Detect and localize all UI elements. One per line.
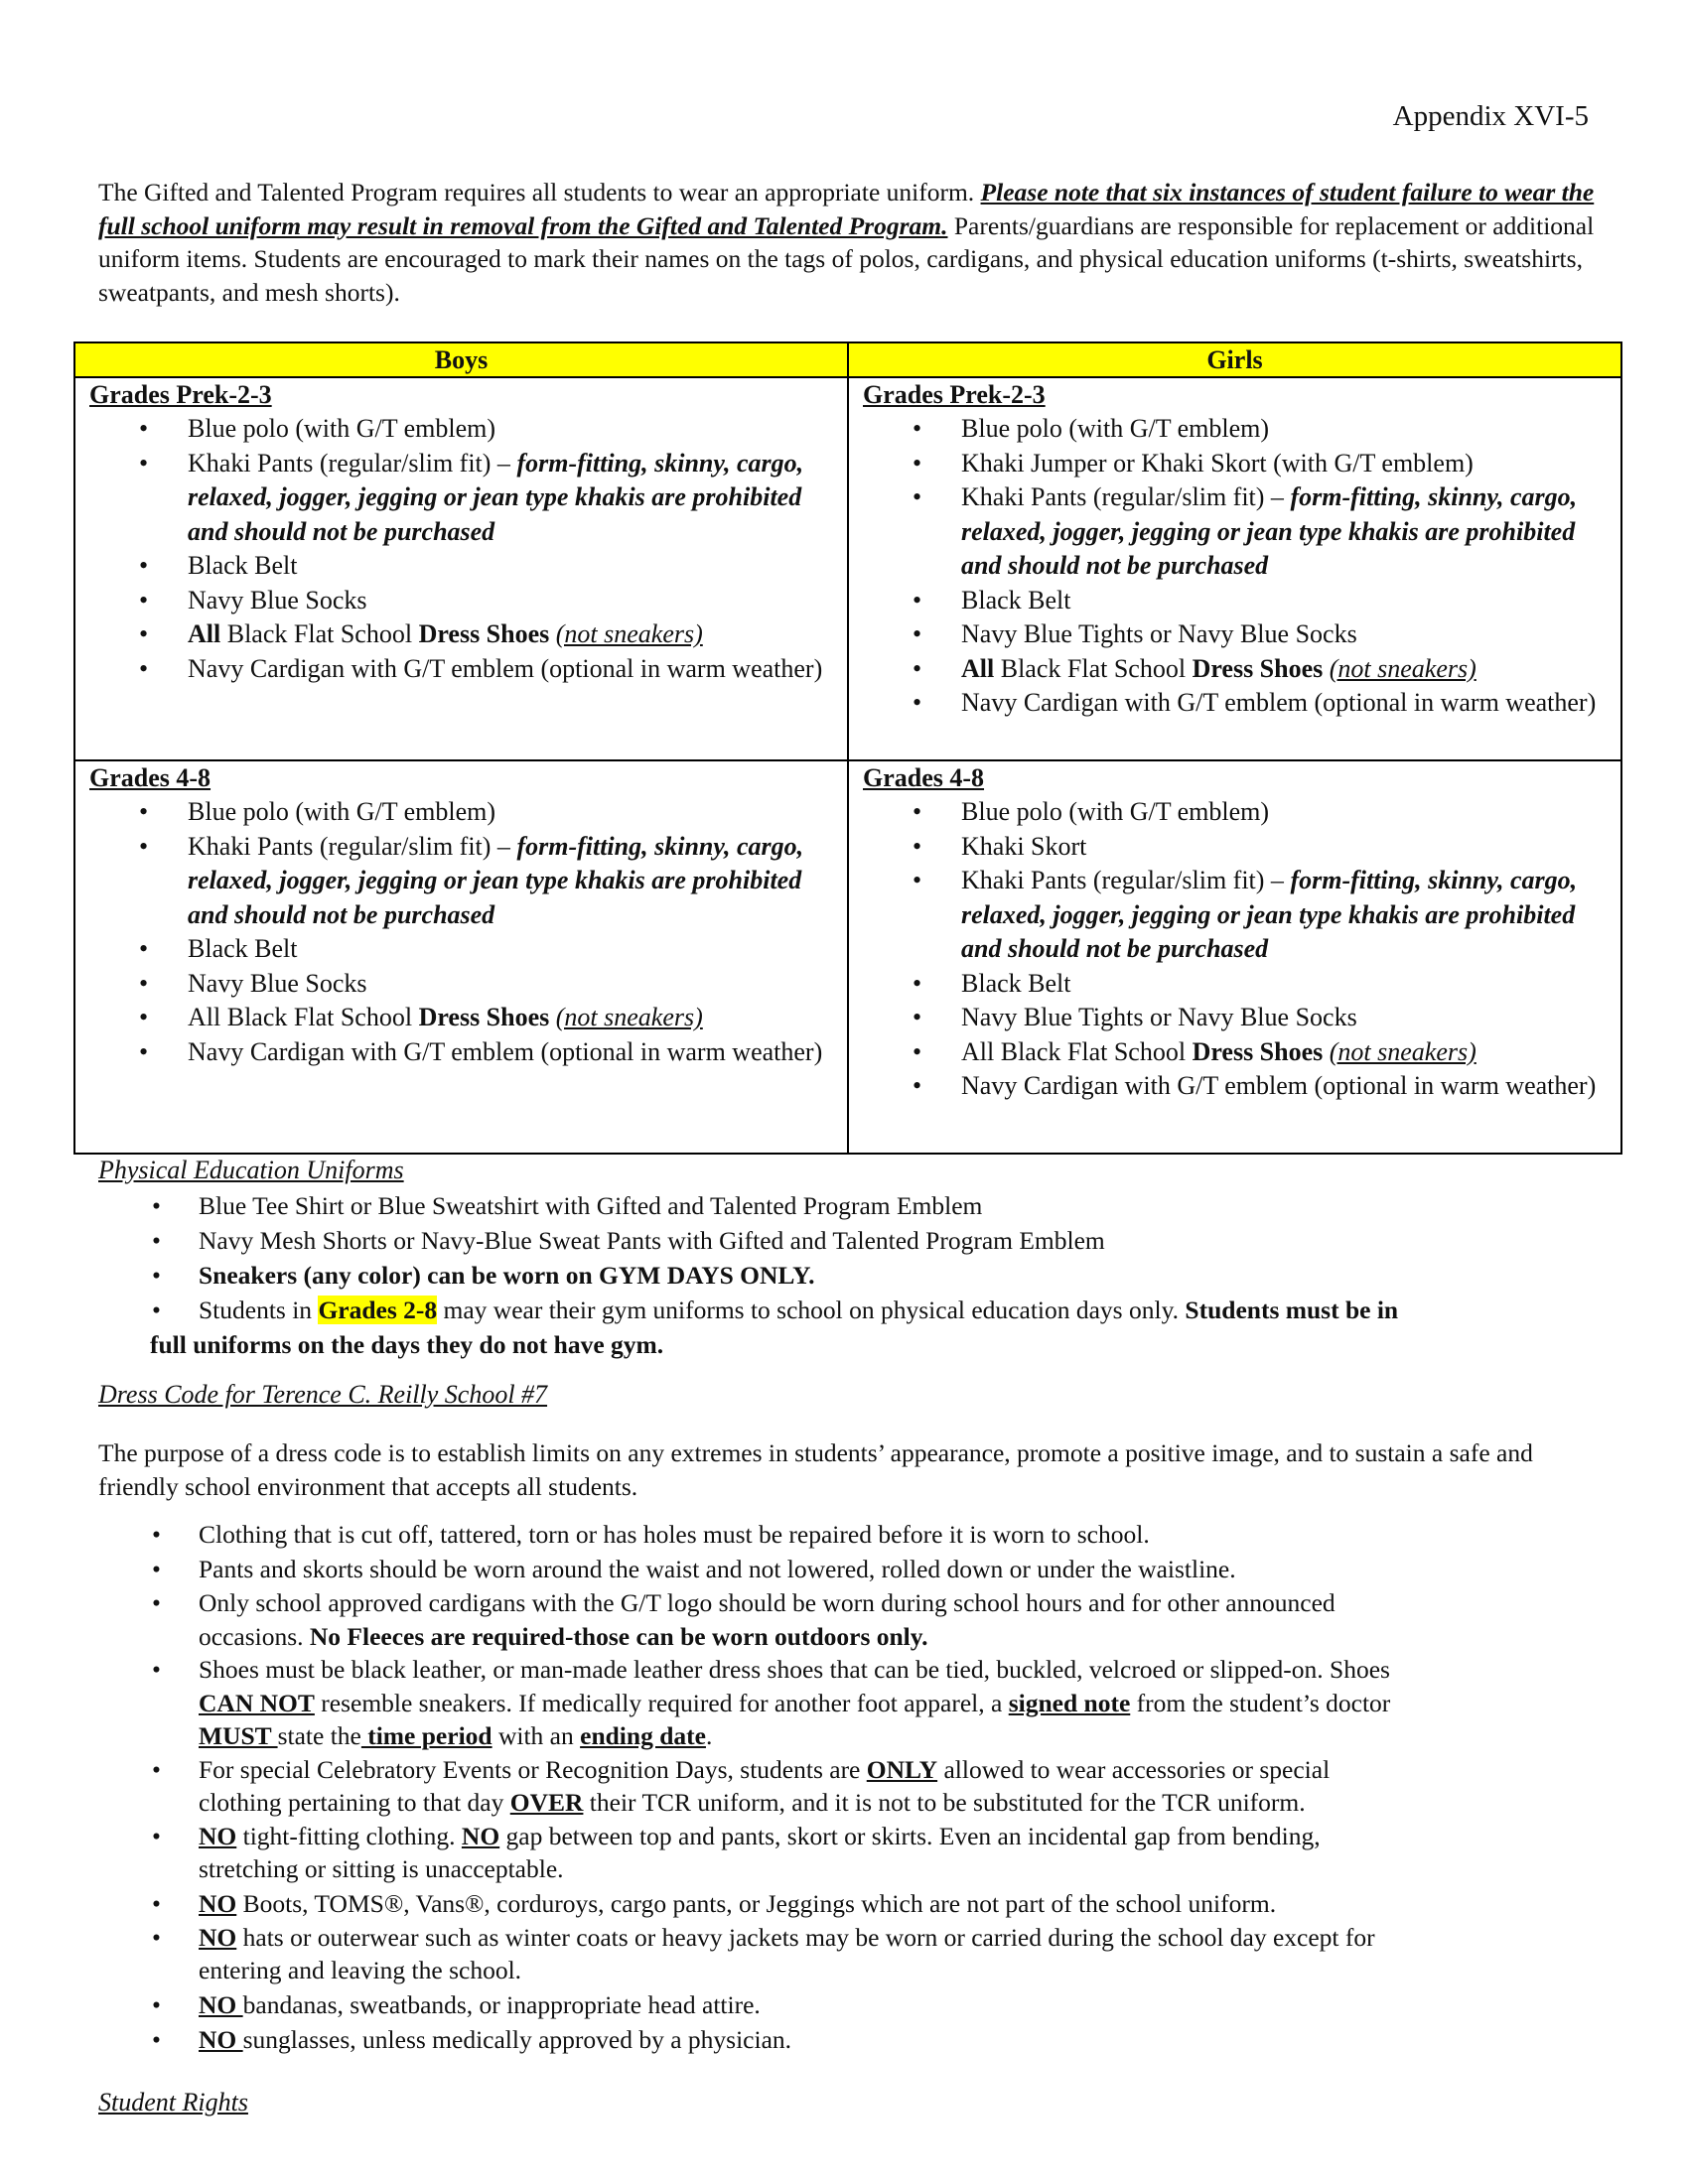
bullet-icon: •: [139, 934, 149, 963]
list-item: [89, 932, 835, 967]
boys-4-8-cell: [74, 760, 848, 1154]
item-text: Black Belt: [188, 551, 298, 580]
item-emphasis: NO: [461, 1821, 500, 1850]
item-text: Khaki Pants (regular/slim fit) –: [961, 866, 1291, 894]
bullet-icon: •: [139, 414, 149, 443]
bullet-icon: •: [152, 1191, 161, 1220]
bullet-icon: •: [139, 653, 149, 683]
list-item: [98, 1921, 1608, 1987]
item-text: Only school approved cardigans with the G/T logo should be worn during school hours and for other announced: [199, 1588, 1336, 1617]
bullet-icon: •: [139, 585, 149, 614]
item-emphasis: Dress Shoes: [418, 1003, 550, 1031]
bullet-icon: •: [139, 831, 149, 861]
bullet-icon: •: [152, 1922, 161, 1952]
list-item: [863, 412, 1609, 447]
item-text: Black Belt: [961, 968, 1071, 998]
item-text: Blue polo (with G/T emblem): [188, 797, 496, 826]
bullet-icon: •: [913, 482, 922, 511]
list-item: [89, 1001, 835, 1035]
item-text: clothing pertaining to that day: [199, 1788, 510, 1817]
item-text: Blue polo (with G/T emblem): [961, 414, 1270, 443]
item-emphasis: time period: [360, 1721, 492, 1750]
boys-prek-list: [89, 412, 835, 686]
item-text: Navy Blue Tights or Navy Blue Socks: [961, 1003, 1357, 1031]
item-text: .: [705, 1721, 713, 1750]
bullet-icon: •: [913, 653, 922, 683]
item-text: allowed to wear accessories or special: [937, 1754, 1331, 1784]
list-item: [89, 584, 835, 618]
girls-prek-cell: [848, 377, 1621, 760]
item-text: Black Flat School: [994, 653, 1193, 683]
item-text: may wear their gym uniforms to school on physical education days only.: [437, 1296, 1186, 1324]
item-emphasis: form-fitting, skinny, cargo, relaxed, jogger, jegging or jean type khakis are prohibited and should not be purchased: [961, 482, 1578, 580]
bullet-icon: •: [913, 1071, 922, 1100]
item-emphasis: ending date: [580, 1721, 706, 1750]
bullet-icon: •: [913, 831, 922, 861]
list-item: [98, 1886, 1608, 1921]
list-item: [89, 549, 835, 584]
list-item: [89, 967, 835, 1002]
bullet-icon: •: [152, 1555, 161, 1583]
item-text: Students in: [199, 1296, 319, 1324]
list-item: [89, 412, 835, 447]
item-text: stretching or sitting is unacceptable.: [199, 1854, 564, 1883]
item-text: Sneakers (any color) can be worn on GYM DAYS ONLY.: [199, 1261, 815, 1290]
item-text: Boots, TOMS®, Vans®, corduroys, cargo pants, or Jeggings which are not part of the school uniform.: [236, 1888, 1277, 1918]
list-item: [863, 617, 1609, 652]
bullet-icon: •: [139, 797, 149, 826]
bullet-icon: •: [139, 1036, 149, 1066]
bullet-icon: •: [139, 619, 149, 648]
list-item: [863, 1069, 1609, 1104]
pe-heading: Physical Education Uniforms: [98, 1156, 404, 1184]
dress-code-list: [98, 1517, 1608, 2057]
item-text: Blue polo (with G/T emblem): [188, 414, 496, 443]
item-text: resemble sneakers. If medically required for another foot apparel, a: [314, 1688, 1009, 1717]
list-item: [863, 1001, 1609, 1035]
item-text: Khaki Pants (regular/slim fit) –: [188, 831, 517, 861]
item-text: Khaki Pants (regular/slim fit) –: [188, 448, 517, 478]
list-item: [98, 1223, 1608, 1258]
bullet-icon: •: [913, 619, 922, 648]
list-item: [863, 447, 1609, 481]
item-text: their TCR uniform, and it is not to be substituted for the TCR uniform.: [583, 1788, 1306, 1817]
highlighted-grades: Grades 2-8: [318, 1296, 438, 1324]
bullet-icon: •: [139, 968, 149, 998]
girls-4-8-heading: Grades 4-8: [863, 763, 985, 792]
bullet-icon: •: [152, 1989, 161, 2019]
bullet-icon: •: [152, 1754, 161, 1784]
item-text: All: [188, 1003, 221, 1031]
student-rights-heading: Student Rights: [98, 2088, 248, 2116]
appendix-label: Appendix XVI-5: [1392, 100, 1589, 132]
bullet-icon: •: [152, 1226, 161, 1255]
item-text: gap between top and pants, skort or skirts. Even an incidental gap from bending,: [499, 1821, 1321, 1850]
item-emphasis: All: [188, 619, 221, 648]
item-text: Navy Cardigan with G/T emblem (optional in warm weather): [188, 653, 823, 683]
item-text: from the student’s doctor: [1130, 1688, 1391, 1717]
item-note: (not sneakers): [1329, 653, 1477, 683]
item-note: (not sneakers): [1329, 1036, 1477, 1066]
item-text: Shoes must be black leather, or man-made leather dress shoes that can be tied, buckled, velcroed or slipped-on. Shoes: [199, 1655, 1390, 1684]
bullet-icon: •: [139, 551, 149, 580]
item-emphasis: MUST: [199, 1721, 278, 1750]
girls-header: Girls: [848, 342, 1621, 377]
item-emphasis: NO: [199, 1821, 237, 1850]
item-text: For special Celebratory Events or Recognition Days, students are: [199, 1754, 867, 1784]
bullet-icon: •: [913, 1036, 922, 1066]
item-text: Black Flat School: [220, 1003, 419, 1031]
item-emphasis: NO: [199, 1922, 237, 1952]
boys-prek-heading: Grades Prek-2-3: [89, 380, 272, 409]
item-note: (not sneakers): [555, 1003, 703, 1031]
item-text: Black Belt: [961, 585, 1071, 614]
list-item: [863, 584, 1609, 618]
item-emphasis: Dress Shoes: [418, 619, 550, 648]
list-item: [98, 1188, 1608, 1223]
list-item: [89, 1035, 835, 1070]
list-item: [98, 1293, 1608, 1327]
item-text: bandanas, sweatbands, or inappropriate head attire.: [242, 1989, 761, 2019]
item-text: Navy Blue Tights or Navy Blue Socks: [961, 619, 1357, 648]
item-text: Black Flat School: [220, 619, 419, 648]
item-text: Navy Cardigan with G/T emblem (optional in warm weather): [961, 1071, 1597, 1100]
item-text: Black Belt: [188, 934, 298, 963]
boys-prek-cell: [74, 377, 848, 760]
item-text: Khaki Pants (regular/slim fit) –: [961, 482, 1291, 511]
item-text: Navy Blue Socks: [188, 968, 367, 998]
list-item: [863, 830, 1609, 865]
item-emphasis: full uniforms on the days they do not have gym.: [150, 1330, 664, 1359]
item-emphasis: CAN NOT: [199, 1688, 315, 1717]
item-emphasis: form-fitting, skinny, cargo, relaxed, jogger, jegging or jean type khakis are prohibited and should not be purchased: [188, 448, 804, 546]
list-item: [98, 1987, 1608, 2022]
bullet-icon: •: [152, 1261, 161, 1290]
boys-4-8-heading: Grades 4-8: [89, 763, 211, 792]
item-emphasis: No Fleeces are required-those can be worn outdoors only.: [309, 1621, 928, 1651]
item-emphasis: OVER: [509, 1788, 584, 1817]
bullet-icon: •: [913, 414, 922, 443]
bullet-icon: •: [913, 688, 922, 717]
uniform-table: [73, 341, 1622, 1155]
item-text: Khaki Skort: [961, 831, 1087, 861]
list-item: [89, 447, 835, 550]
girls-4-8-cell: [848, 760, 1621, 1154]
item-emphasis: ONLY: [866, 1754, 938, 1784]
list-item: [863, 1035, 1609, 1070]
item-emphasis: NO: [199, 1888, 237, 1918]
bullet-icon: •: [152, 2024, 161, 2054]
list-item: [863, 686, 1609, 721]
item-text: Navy Cardigan with G/T emblem (optional in warm weather): [961, 688, 1597, 717]
bullet-icon: •: [913, 797, 922, 826]
item-text: entering and leaving the school.: [199, 1956, 522, 1984]
intro-text-2: Parents/guardians are responsible for replacement or additional uniform items. Students are encouraged to mark their names on the tags of polos, cardigans, and physical education uniforms (t-shirts, sweatshirts, sweatpants, and mesh shorts).: [98, 210, 1595, 307]
bullet-icon: •: [913, 866, 922, 894]
dress-code-purpose: The purpose of a dress code is to establish limits on any extremes in students’ appearance, promote a positive image, and to sustain a safe and friendly school environment that accepts all students.: [98, 1438, 1533, 1501]
item-text: Blue Tee Shirt or Blue Sweatshirt with Gifted and Talented Program Emblem: [199, 1191, 983, 1220]
list-item-continuation: [98, 1327, 1608, 1362]
bullet-icon: •: [152, 1888, 161, 1918]
item-text: sunglasses, unless medically approved by a physician.: [242, 2024, 792, 2054]
girls-prek-list: [863, 412, 1609, 721]
item-emphasis: NO: [199, 1989, 243, 2019]
item-text: Black Flat School: [994, 1036, 1193, 1066]
item-text: occasions.: [199, 1621, 310, 1651]
item-emphasis: Dress Shoes: [1192, 1036, 1324, 1066]
list-item: [863, 652, 1609, 687]
list-item: [98, 1517, 1608, 1552]
item-text: Clothing that is cut off, tattered, torn or has holes must be repaired before it is worn to school.: [199, 1520, 1150, 1549]
intro-text-1: The Gifted and Talented Program requires all students to wear an appropriate uniform.: [98, 178, 981, 206]
list-item: [98, 1753, 1608, 1820]
item-emphasis: form-fitting, skinny, cargo, relaxed, jogger, jegging or jean type khakis are prohibited and should not be purchased: [961, 866, 1578, 963]
bullet-icon: •: [152, 1296, 161, 1324]
list-item: [89, 795, 835, 830]
item-text: state the: [277, 1721, 361, 1750]
bullet-icon: •: [139, 448, 149, 478]
bullet-icon: •: [913, 585, 922, 614]
bullet-icon: •: [152, 1655, 161, 1684]
boys-header: Boys: [74, 342, 848, 377]
list-item: [89, 830, 835, 933]
girls-prek-heading: Grades Prek-2-3: [863, 380, 1046, 409]
item-emphasis: form-fitting, skinny, cargo, relaxed, jogger, jegging or jean type khakis are prohibited and should not be purchased: [188, 831, 804, 929]
bullet-icon: •: [913, 968, 922, 998]
girls-4-8-list: [863, 795, 1609, 1104]
list-item: [863, 795, 1609, 830]
item-emphasis: Dress Shoes: [1192, 653, 1324, 683]
bullet-icon: •: [139, 1003, 149, 1031]
list-item: [98, 2022, 1608, 2057]
list-item: [863, 864, 1609, 967]
list-item: [98, 1653, 1608, 1753]
item-text: All: [961, 1036, 995, 1066]
item-text: with an: [492, 1721, 581, 1750]
list-item: [89, 617, 835, 652]
intro-paragraph: [98, 176, 1598, 309]
list-item: [863, 967, 1609, 1002]
item-text: Pants and skorts should be worn around the waist and not lowered, rolled down or under the waistline.: [199, 1555, 1236, 1583]
item-emphasis: NO: [199, 2024, 243, 2054]
bullet-icon: •: [913, 448, 922, 478]
item-text: Blue polo (with G/T emblem): [961, 797, 1270, 826]
item-text: Khaki Jumper or Khaki Skort (with G/T emblem): [961, 448, 1474, 478]
item-text: Navy Mesh Shorts or Navy-Blue Sweat Pants with Gifted and Talented Program Emblem: [199, 1226, 1105, 1255]
bullet-icon: •: [152, 1588, 161, 1617]
dress-code-heading: Dress Code for Terence C. Reilly School #7: [98, 1380, 548, 1409]
item-text: Navy Blue Socks: [188, 585, 367, 614]
item-text: tight-fitting clothing.: [236, 1821, 462, 1850]
item-emphasis: signed note: [1008, 1688, 1131, 1717]
pe-list: [98, 1188, 1608, 1362]
item-emphasis: All: [961, 653, 995, 683]
boys-4-8-list: [89, 795, 835, 1069]
bullet-icon: •: [152, 1520, 161, 1549]
item-emphasis: Students must be in: [1185, 1296, 1399, 1324]
list-item: [863, 480, 1609, 584]
list-item: [98, 1586, 1608, 1653]
item-note: (not sneakers): [555, 619, 703, 648]
list-item: [98, 1258, 1608, 1293]
item-text: hats or outerwear such as winter coats or heavy jackets may be worn or carried during the school day except for: [236, 1922, 1375, 1952]
item-text: Navy Cardigan with G/T emblem (optional in warm weather): [188, 1036, 823, 1066]
list-item: [98, 1820, 1608, 1886]
intro-note: Please note that six instances of student failure to wear the full school uniform may result in removal from the Gifted and Talented Program.: [98, 178, 1595, 240]
bullet-icon: •: [152, 1821, 161, 1850]
list-item: [89, 652, 835, 687]
bullet-icon: •: [913, 1003, 922, 1031]
list-item: [98, 1552, 1608, 1586]
